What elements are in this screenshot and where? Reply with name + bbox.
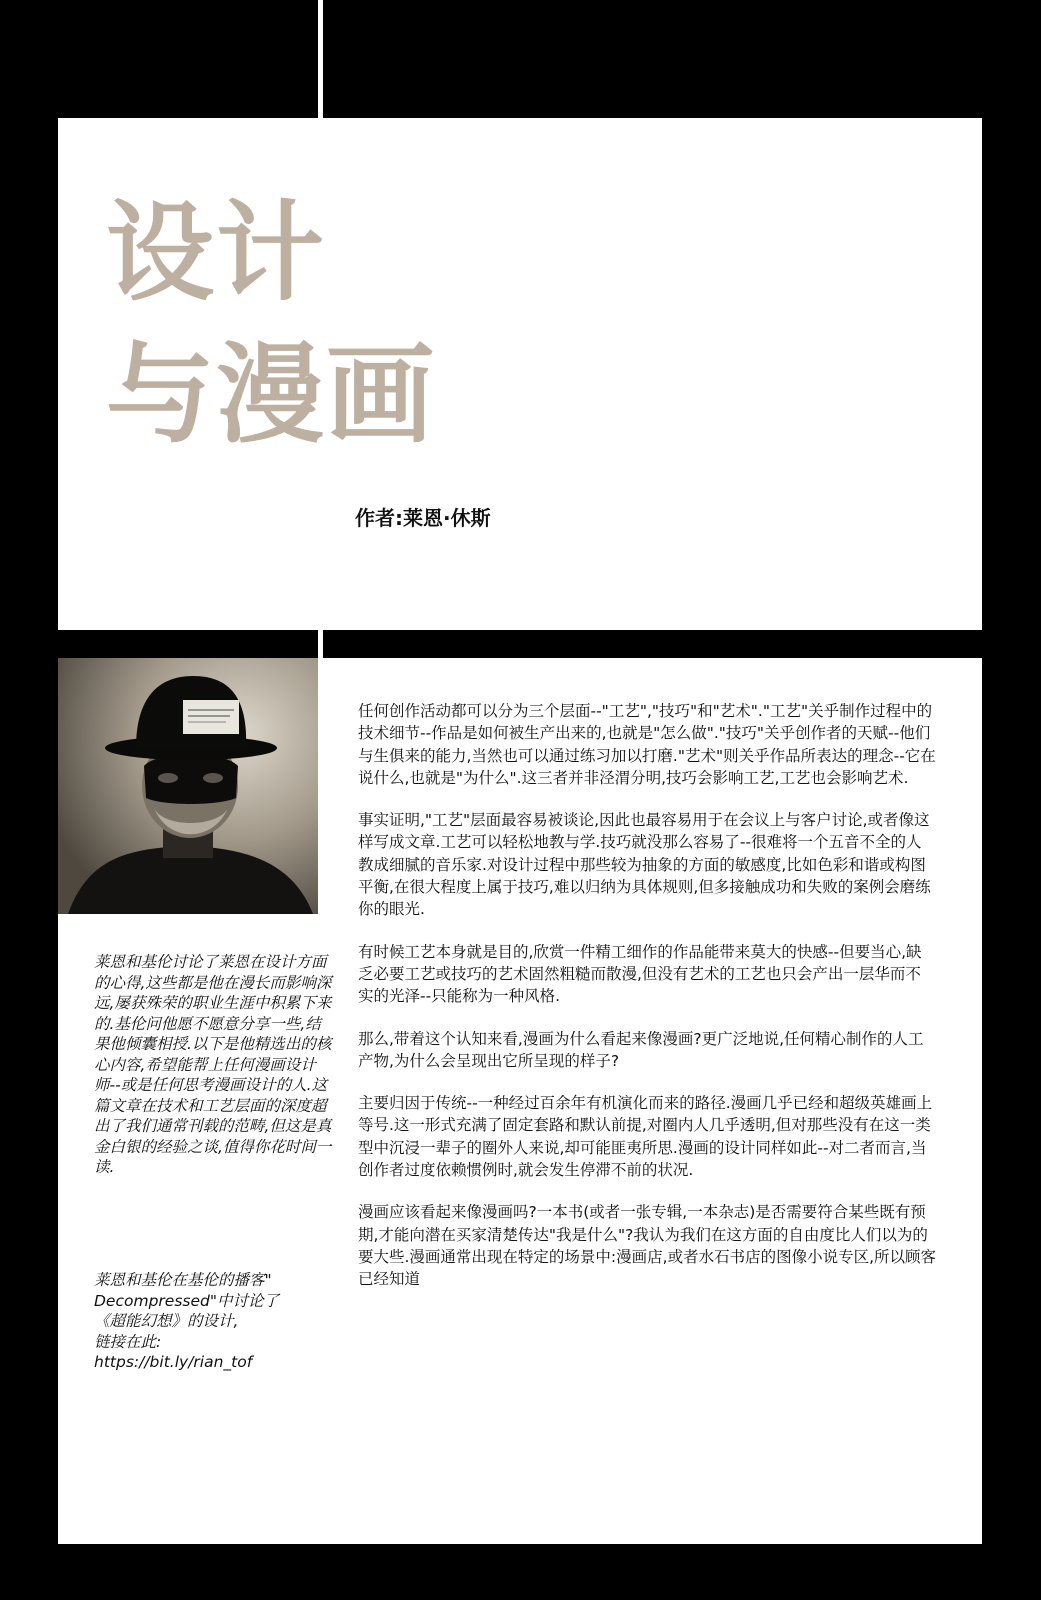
article-paragraph: 任何创作活动都可以分为三个层面--"工艺","技巧"和"艺术"."工艺"关乎制作过程中的技术细节--作品是如何被生产出来的,也就是"怎么做"."技巧"关乎创作者的天赋--他们与生俱来的能力,当然也可以通过练习加以打磨."艺术"则关乎作品所表达的理念--它在说什么,也就是"为什么".这三者并非泾渭分明,技巧会影响工艺,工艺也会影响艺术. xyxy=(358,702,936,787)
podcast-link[interactable]: https://bit.ly/rian_tof xyxy=(94,1353,253,1371)
podcast-note-line-4: 链接在此: xyxy=(94,1332,162,1351)
podcast-note-line-3: 《超能幻想》的设计, xyxy=(94,1312,239,1330)
photo-caption: 莱恩和基伦讨论了莱恩在设计方面的心得,这些都是他在漫长而影响深远,屡获殊荣的职业生涯中积累下来的.基伦问他愿不愿意分享一些,结果他倾囊相授.以下是他精选出的核心内容,希望能帮上任何漫画设计师--或是任何思考漫画设计的人.这篇文章在技术和工艺层面的深度超出了我们通常刊载的范畴,但这是真金白银的经验之谈,值得你花时间一读. xyxy=(94,953,332,1176)
article-paragraph: 主要归因于传统--一种经过百余年有机演化而来的路径.漫画几乎已经和超级英雄画上等号.这一形式充满了固定套路和默认前提,对圈内人几乎透明,但对那些没有在这一类型中沉浸一辈子的圈外人来说,却可能匪夷所思.漫画的设计同样如此--对二者而言,当创作者过度依赖惯例时,就会发生停滞不前的状况. xyxy=(358,1094,933,1180)
mid-gutter xyxy=(318,630,323,658)
title-line-2: 与漫画 xyxy=(106,333,437,458)
podcast-note-line-1: 莱恩和基伦在基伦的播客" xyxy=(94,1271,272,1289)
podcast-note xyxy=(94,1270,334,1373)
article-body xyxy=(358,700,936,1311)
content-panel xyxy=(58,658,982,1544)
author-photo-illustration xyxy=(58,658,318,914)
author-photo xyxy=(58,658,318,914)
article-paragraph: 事实证明,"工艺"层面最容易被谈论,因此也最容易用于在会议上与客户讨论,或者像这样写成文章.工艺可以轻松地教与学.技巧就没那么容易了--很难将一个五音不全的人教成细腻的音乐家.对设计过程中那些较为抽象的方面的敏感度,比如色彩和谐或构图平衡,在很大程度上属于技巧,难以归纳为具体规则,但多接触成功和失败的案例会磨练你的眼光. xyxy=(358,811,931,919)
top-gutter xyxy=(318,0,323,118)
title-panel xyxy=(58,118,982,630)
byline: 作者:莱恩·休斯 xyxy=(355,506,491,530)
podcast-note-line-2: Decompressed"中讨论了 xyxy=(94,1291,279,1310)
article-paragraph: 有时候工艺本身就是目的,欣赏一件精工细作的作品能带来莫大的快感--但要当心,缺乏必要工艺或技巧的艺术固然粗糙而散漫,但没有艺术的工艺也只会产出一层华而不实的光泽--只能称为一种风格. xyxy=(358,942,922,1006)
title-line-1: 设计 xyxy=(106,191,327,316)
article-paragraph: 那么,带着这个认知来看,漫画为什么看起来像漫画?更广泛地说,任何精心制作的人工产物,为什么会呈现出它所呈现的样子? xyxy=(358,1029,924,1070)
article-paragraph: 漫画应该看起来像漫画吗?一本书(或者一张专辑,一本杂志)是否需要符合某些既有预期,才能向潜在买家清楚传达"我是什么"?我认为我们在这方面的自由度比人们以为的要大些.漫画通常出现在特定的场景中:漫画店,或者水石书店的图像小说专区,所以顾客已经知道 xyxy=(358,1203,937,1289)
